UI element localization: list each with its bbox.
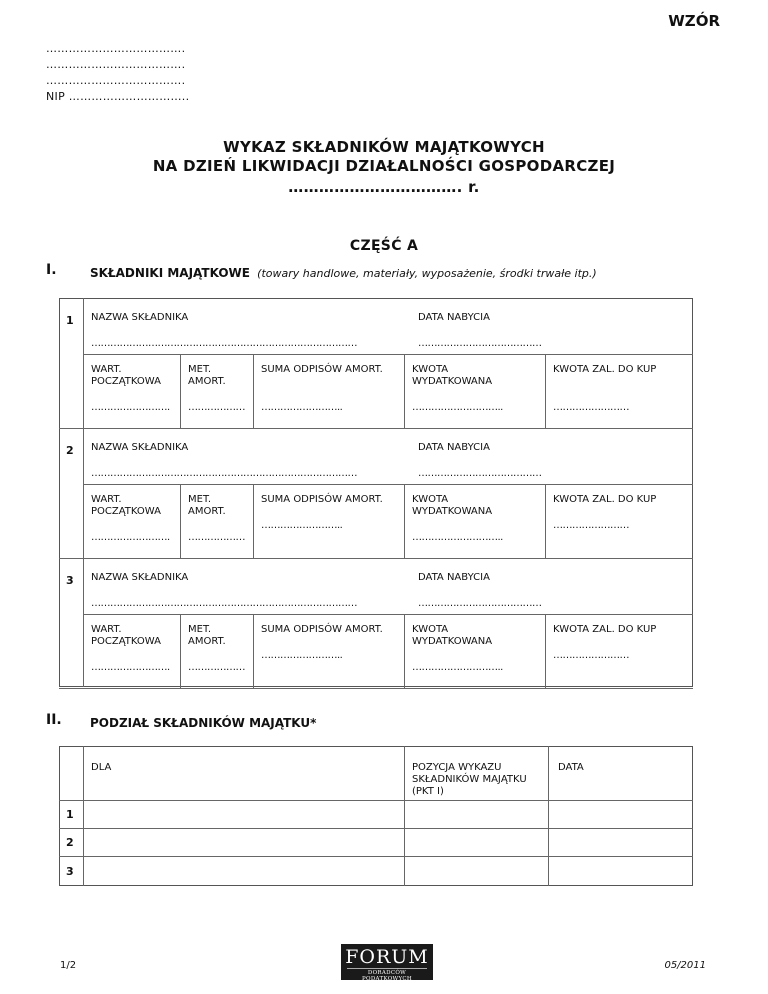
met-amort-field[interactable]: ……………… [188, 662, 245, 673]
section-1-title [90, 266, 597, 280]
division-cell-poz-1[interactable] [405, 801, 548, 828]
section-1-number: I. [46, 262, 57, 278]
kwota-wydatkowana-field[interactable]: ……………………….. [412, 402, 503, 413]
division-cell-data-1[interactable] [549, 801, 692, 828]
logo-main-text: FORUM [345, 946, 429, 968]
section-1-subtitle: (towary handlowe, materiały, wyposażenie, środki trwałe itp.) [257, 267, 597, 280]
division-cell-data-3[interactable] [549, 857, 692, 885]
document-label: WZÓR [668, 12, 720, 30]
asset-name-label: NAZWA SKŁADNIKA [91, 312, 189, 323]
asset-name-label: NAZWA SKŁADNIKA [91, 442, 189, 453]
asset-date-field[interactable]: ………………………………… [418, 598, 542, 609]
doc-title-date: ……………………………. r. [288, 178, 480, 196]
suma-odpisow-field[interactable]: …………………….. [261, 520, 343, 531]
asset-date-field[interactable]: ………………………………… [418, 338, 542, 349]
division-cell-dla-1[interactable] [84, 801, 404, 828]
division-cell-dla-3[interactable] [84, 857, 404, 885]
kwota-kup-label: KWOTA ZAL. DO KUP [553, 364, 657, 375]
section-2-title: PODZIAŁ SKŁADNIKÓW MAJĄTKU* [90, 716, 317, 730]
met-amort-field[interactable]: ……………… [188, 402, 245, 413]
page-number: 1/2 [60, 960, 77, 971]
division-cell-data-2[interactable] [549, 829, 692, 856]
kwota-kup-label: KWOTA ZAL. DO KUP [553, 494, 657, 505]
asset-number: 1 [66, 314, 74, 327]
met-amort-field[interactable]: ……………… [188, 532, 245, 543]
division-row-3-number: 3 [66, 865, 74, 878]
suma-odpisow-field[interactable]: …………………….. [261, 402, 343, 413]
division-cell-poz-3[interactable] [405, 857, 548, 885]
suma-odpisow-label: SUMA ODPISÓW AMORT. [261, 364, 383, 375]
kwota-wydatkowana-field[interactable]: ……………………….. [412, 532, 503, 543]
col-dla-header: DLA [91, 762, 112, 773]
wart-poczatkowa-field[interactable]: ……………………. [91, 532, 170, 543]
kwota-wydatkowana-label: KWOTA WYDATKOWANA [412, 624, 493, 647]
col-data-header: DATA [558, 762, 584, 773]
asset-number: 3 [66, 574, 74, 587]
footer-date: 05/2011 [664, 960, 706, 971]
asset-date-label: DATA NABYCIA [418, 442, 490, 453]
asset-name-label: NAZWA SKŁADNIKA [91, 572, 189, 583]
asset-name-field[interactable]: ………………………………………………………………………… [91, 598, 357, 609]
wart-poczatkowa-label: WART. POCZĄTKOWA [91, 494, 161, 517]
nip-line: NIP ………………………….. [46, 90, 190, 103]
kwota-kup-label: KWOTA ZAL. DO KUP [553, 624, 657, 635]
division-cell-dla-2[interactable] [84, 829, 404, 856]
col-pozycja-header: POZYCJA WYKAZU SKŁADNIKÓW MAJĄTKU (PKT I) [412, 762, 527, 797]
wart-poczatkowa-field[interactable]: ……………………. [91, 662, 170, 673]
asset-number: 2 [66, 444, 74, 457]
address-line-1: ………………………………. [46, 42, 186, 55]
wart-poczatkowa-label: WART. POCZĄTKOWA [91, 624, 161, 647]
logo-sub-text: DORADCÓW PODATKOWYCH [347, 968, 427, 982]
asset-name-field[interactable]: ………………………………………………………………………… [91, 338, 357, 349]
division-row-2-number: 2 [66, 836, 74, 849]
doc-title-line-2: NA DZIEŃ LIKWIDACJI DZIAŁALNOŚCI GOSPODARCZEJ [152, 157, 616, 175]
kwota-wydatkowana-field[interactable]: ……………………….. [412, 662, 503, 673]
part-heading: CZĘŚĆ A [349, 238, 419, 254]
met-amort-label: MET. AMORT. [188, 494, 226, 517]
address-line-3: ………………………………. [46, 74, 186, 87]
kwota-wydatkowana-label: KWOTA WYDATKOWANA [412, 494, 493, 517]
assets-number-divider [83, 298, 84, 687]
asset-date-label: DATA NABYCIA [418, 312, 490, 323]
address-line-2: ………………………………. [46, 58, 186, 71]
kwota-wydatkowana-label: KWOTA WYDATKOWANA [412, 364, 493, 387]
kwota-kup-field[interactable]: …………………… [553, 402, 629, 413]
wart-poczatkowa-label: WART. POCZĄTKOWA [91, 364, 161, 387]
suma-odpisow-label: SUMA ODPISÓW AMORT. [261, 624, 383, 635]
section-1-title-text: SKŁADNIKI MAJĄTKOWE [90, 266, 250, 280]
doc-title-line-1: WYKAZ SKŁADNIKÓW MAJĄTKOWYCH [223, 138, 545, 156]
suma-odpisow-field[interactable]: …………………….. [261, 650, 343, 661]
asset-date-field[interactable]: ………………………………… [418, 468, 542, 479]
asset-name-field[interactable]: ………………………………………………………………………… [91, 468, 357, 479]
wart-poczatkowa-field[interactable]: ……………………. [91, 402, 170, 413]
division-cell-poz-2[interactable] [405, 829, 548, 856]
suma-odpisow-label: SUMA ODPISÓW AMORT. [261, 494, 383, 505]
met-amort-label: MET. AMORT. [188, 624, 226, 647]
asset-date-label: DATA NABYCIA [418, 572, 490, 583]
kwota-kup-field[interactable]: …………………… [553, 650, 629, 661]
forum-logo [341, 944, 433, 980]
division-row-1-number: 1 [66, 808, 74, 821]
kwota-kup-field[interactable]: …………………… [553, 520, 629, 531]
met-amort-label: MET. AMORT. [188, 364, 226, 387]
section-2-number: II. [46, 712, 62, 728]
